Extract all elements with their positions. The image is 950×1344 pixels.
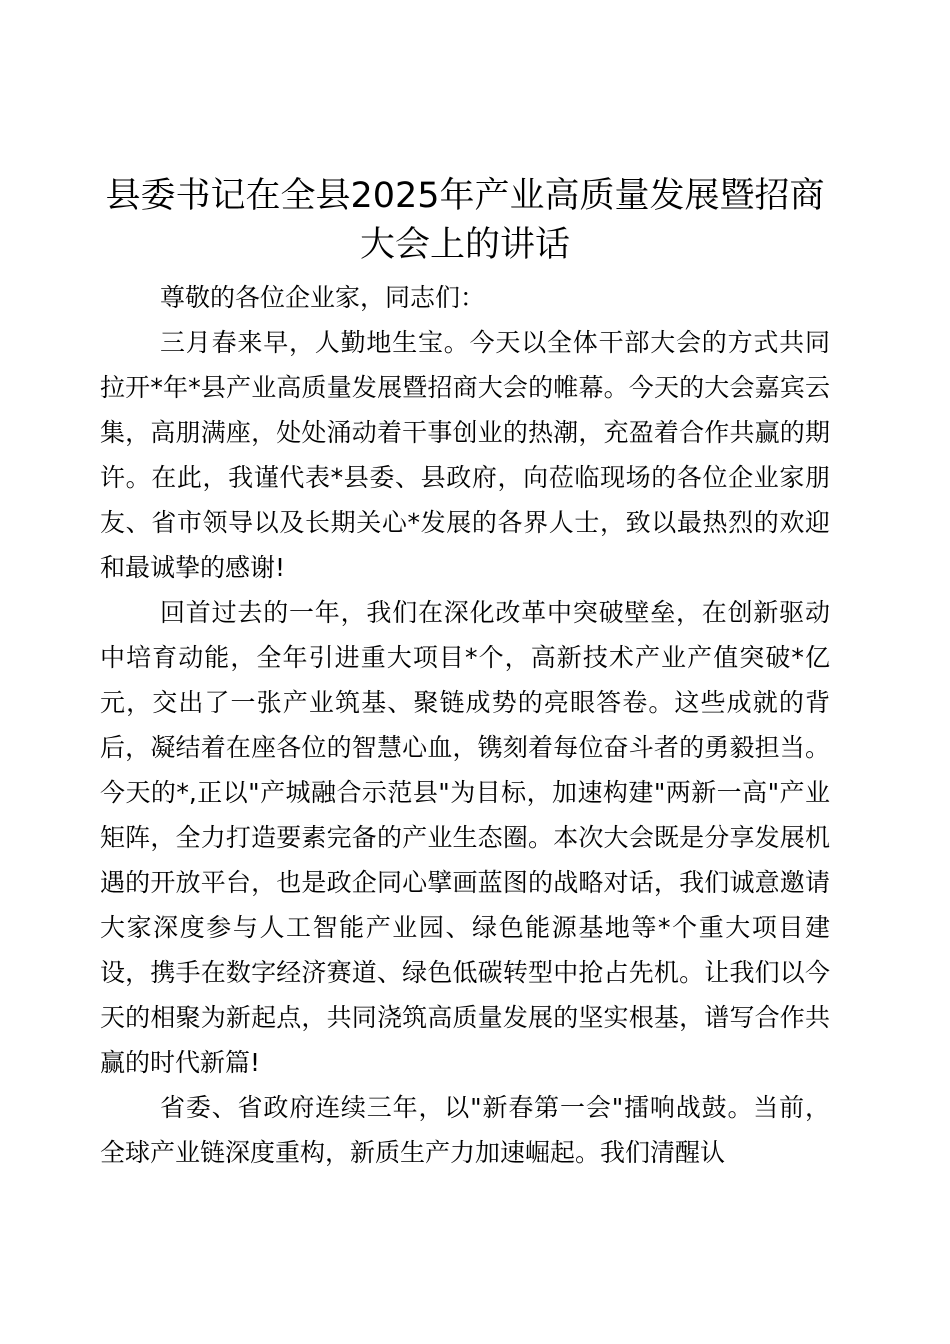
paragraph-2: 回首过去的一年，我们在深化改革中突破壁垒，在创新驱动中培育动能，全年引进重大项目*个，高新技术产业产值突破*亿元，交出了一张产业筑基、聚链成势的亮眼答卷。这些成就的背后，凝结着在座各位的智慧心血，镌刻着每位奋斗者的勇毅担当。今天的*,正以"产城融合示范县"为目标，加速构建"两新一高"产业矩阵，全力打造要素完备的产业生态圈。本次大会既是分享发展机遇的开放平台，也是政企同心擘画蓝图的战略对话，我们诚意邀请大家深度参与人工智能产业园、绿色能源基地等*个重大项目建设，携手在数字经济赛道、绿色低碳转型中抢占先机。让我们以今天的相聚为新起点，共同浇筑高质量发展的坚实根基，谱写合作共赢的时代新篇! [100,598,830,1077]
document-title: 县委书记在全县2025年产业高质量发展暨招商大会上的讲话 [105,176,825,265]
paragraph-1: 三月春来早，人勤地生宝。今天以全体干部大会的方式共同拉开*年*县产业高质量发展暨招商大会的帷幕。今天的大会嘉宾云集，高朋满座，处处涌动着干事创业的热潮，充盈着合作共赢的期许。在此，我谨代表*县委、县政府，向莅临现场的各位企业家朋友、省市领导以及长期关心*发展的各界人士，致以最热烈的欢迎和最诚挚的感谢! [100,328,830,582]
paragraph-3: 省委、省政府连续三年，以"新春第一会"擂响战鼓。当前，全球产业链深度重构，新质生产力加速崛起。我们清醒认 [100,1093,830,1167]
salutation: 尊敬的各位企业家，同志们： [160,283,486,312]
document-page [100,172,830,1175]
